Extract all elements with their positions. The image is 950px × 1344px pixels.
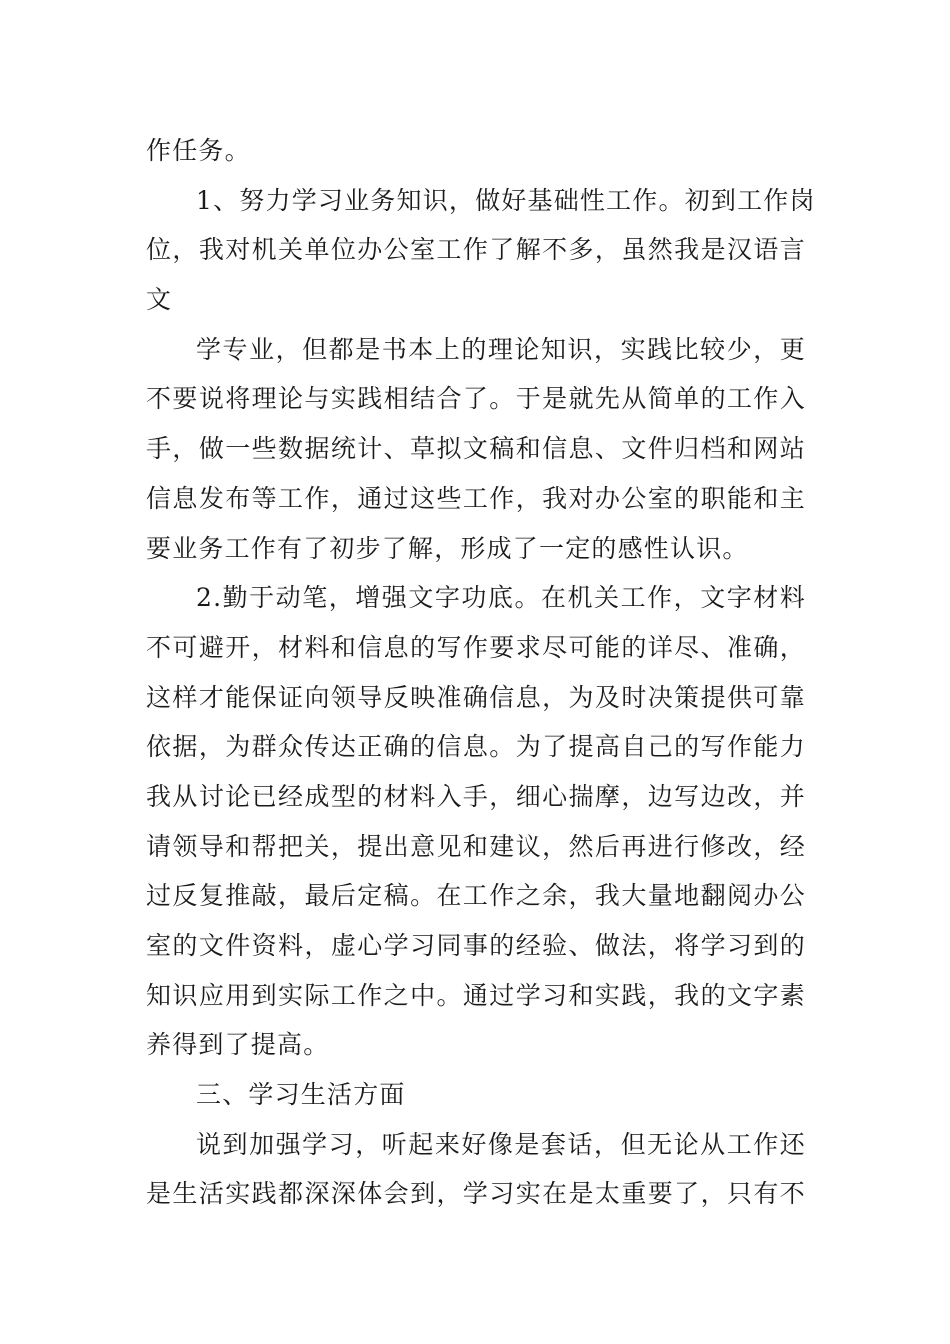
text-line: 2.勤于动笔，增强文字功底。在机关工作，文字材料 (196, 583, 806, 613)
text-line: 室的文件资料，虚心学习同事的经验、做法，将学习到的 (146, 931, 806, 960)
text-line: 学专业，但都是书本上的理论知识，实践比较少，更 (196, 334, 806, 364)
text-line: 养得到了提高。 (146, 1030, 330, 1060)
text-line: 我从讨论已经成型的材料入手，细心揣摩，边写边改，并 (146, 781, 806, 811)
text-line: 请领导和帮把关，提出意见和建议，然后再进行修改，经 (146, 831, 806, 861)
text-line: 位，我对机关单位办公室工作了解不多，虽然我是汉语言 (146, 235, 806, 265)
text-line: 这样才能保证向领导反映准确信息，为及时决策提供可靠 (146, 682, 806, 712)
text-line: 不可避开，材料和信息的写作要求尽可能的详尽、准确， (146, 632, 806, 662)
text-line: 过反复推敲，最后定稿。在工作之余，我大量地翻阅办公 (146, 881, 806, 911)
text-line: 知识应用到实际工作之中。通过学习和实践，我的文字素 (146, 980, 806, 1010)
text-line: 文 (146, 285, 173, 315)
text-line: 1、努力学习业务知识，做好基础性工作。初到工作岗 (196, 185, 816, 215)
text-line: 信息发布等工作，通过这些工作，我对办公室的职能和主 (146, 483, 806, 513)
text-line: 作任务。 (146, 136, 251, 165)
text-line: 三、学习生活方面 (196, 1080, 406, 1110)
document-body (146, 126, 816, 1219)
text-line: 手，做一些数据统计、草拟文稿和信息、文件归档和网站 (146, 434, 806, 464)
text-line: 不要说将理论与实践相结合了。于是就先从简单的工作入 (146, 384, 806, 414)
text-line: 要业务工作有了初步了解，形成了一定的感性认识。 (146, 533, 749, 563)
text-line: 依据，为群众传达正确的信息。为了提高自己的写作能力 (146, 732, 806, 762)
text-line: 说到加强学习，听起来好像是套话，但无论从工作还 (196, 1129, 806, 1159)
text-line: 是生活实践都深深体会到，学习实在是太重要了，只有不 (146, 1179, 806, 1209)
